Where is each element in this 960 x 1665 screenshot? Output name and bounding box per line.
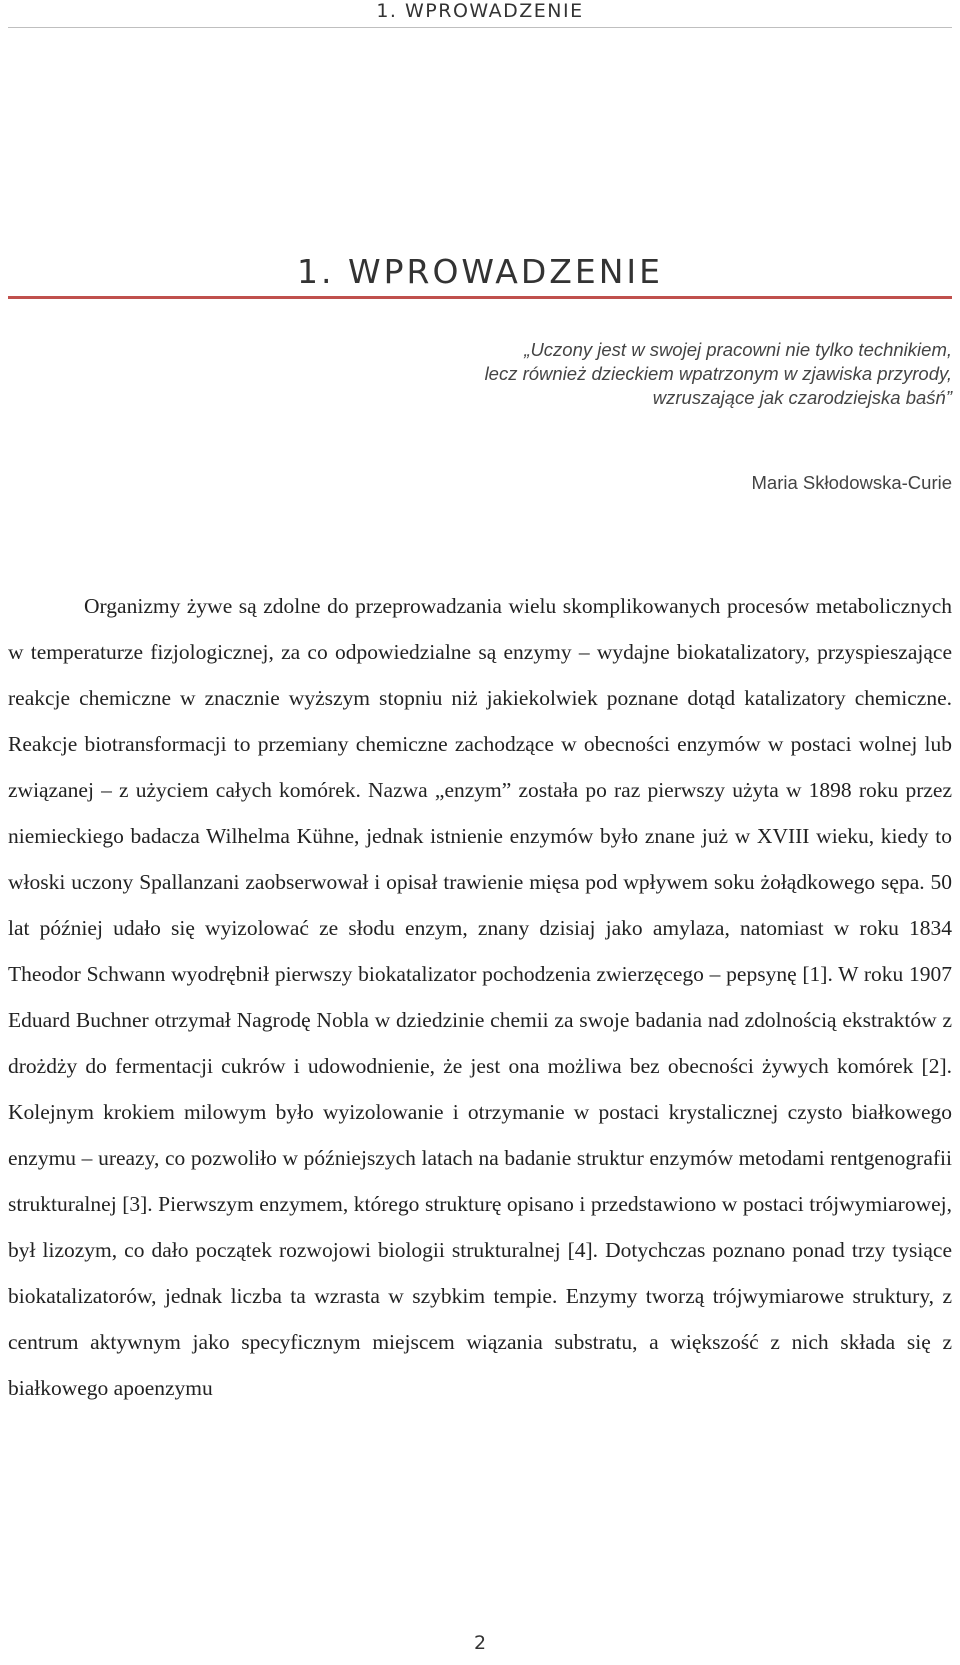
title-underline bbox=[8, 296, 952, 299]
header-divider bbox=[8, 27, 952, 28]
running-header: 1. WPROWADZENIE bbox=[376, 0, 584, 22]
page-number: 2 bbox=[473, 1632, 487, 1654]
epigraph-line: „Uczony jest w swojej pracowni nie tylko technikiem, bbox=[524, 339, 952, 360]
body-text bbox=[8, 583, 952, 1411]
epigraph-line: lecz również dzieckiem wpatrzonym w zjawiska przyrody, bbox=[484, 363, 952, 384]
body-paragraph: Organizmy żywe są zdolne do przeprowadzania wielu skomplikowanych procesów metabolicznych w temperaturze fizjologicznej, za co odpowiedzialne są enzymy – wydajne biokatalizatory, przyspieszające reakcje chemiczne w znacznie wyższym stopniu niż jakiekolwiek poznane dotąd katalizatory chemiczne. Reakcje biotransformacji to przemiany chemiczne zachodzące w obecności enzymów w postaci wolnej lub związanej – z użyciem całych komórek. Nazwa „enzym” została po raz pierwszy użyta w 1898 roku przez niemieckiego badacza Wilhelma Kühne, jednak istnienie enzymów było znane już w XVIII wieku, kiedy to włoski uczony Spallanzani zaobserwował i opisał trawienie mięsa pod wpływem soku żołądkowego sępa. 50 lat później udało się wyizolować ze słodu enzym, znany dzisiaj jako amylaza, natomiast w roku 1834 Theodor Schwann wyodrębnił pierwszy biokatalizator pochodzenia zwierzęcego – pepsynę [1]. W roku 1907 Eduard Buchner otrzymał Nagrodę Nobla w dziedzinie chemii za swoje badania nad zdolnością ekstraktów z drożdży do fermentacji cukrów i udowodnienie, że jest ona możliwa bez obecności żywych komórek [2]. Kolejnym krokiem milowym było wyizolowanie i otrzymanie w postaci krystalicznej czysto białkowego enzymu – ureazy, co pozwoliło w późniejszych latach na badanie struktur enzymów metodami rentgenografii strukturalnej [3]. Pierwszym enzymem, którego strukturę opisano i przedstawiono w postaci trójwymiarowej, był lizozym, co dało początek rozwojowi biologii strukturalnej [4]. Dotychczas poznano ponad trzy tysiące biokatalizatorów, jednak liczba ta wzrasta w szybkim tempie. Enzymy tworzą trójwymiarowe struktury, z centrum aktywnym jako specyficznym miejscem wiązania substratu, a większość z nich składa się z białkowego apoenzymu bbox=[8, 594, 952, 1400]
epigraph-quote bbox=[252, 338, 952, 410]
chapter-title: 1. WPROWADZENIE bbox=[297, 252, 663, 291]
epigraph-author: Maria Skłodowska-Curie bbox=[751, 472, 952, 493]
epigraph-line: wzruszające jak czarodziejska baśń” bbox=[652, 387, 952, 408]
